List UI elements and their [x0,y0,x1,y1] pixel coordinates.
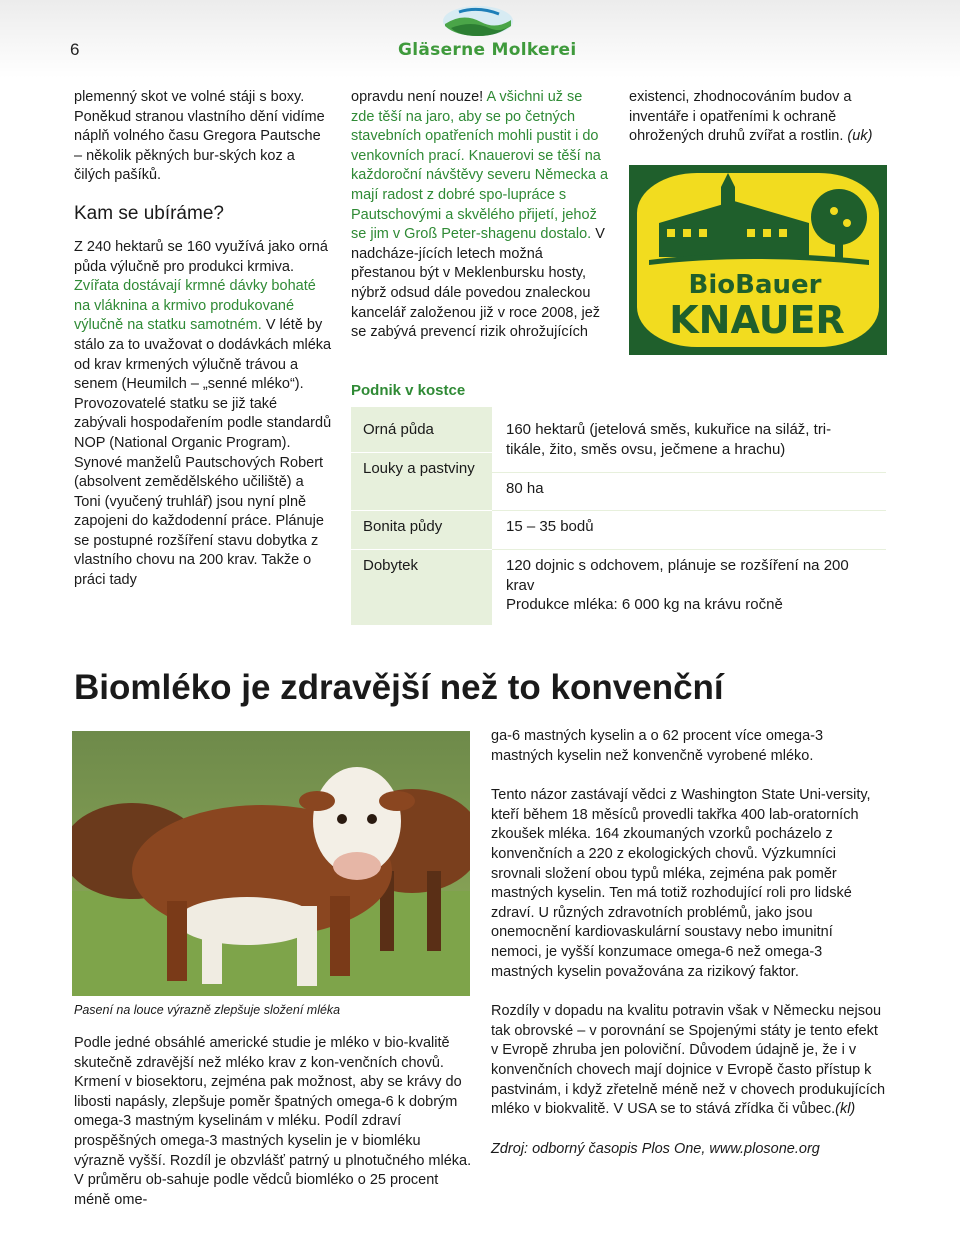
text-run: V létě by stálo za to uvažovat o dodávkách mléka od krav krmených výlučně trávou a senem (Heumilch – „senné mléko“). Provozovatelé statku se již také zabývali hospodařením podle standardů NOP (National Organic Program). Synové manželů Pautschových Robert (absolvent zemědělského učiliště) a Toni (vyučený truhlář) jsou nyní plně zapojeni do každodenní práce. Plánuje se postupné rozšíření stavu dobytka z vlastního chovu na 200 krav. Takže o práci tady [74,317,332,589]
logo-line2: KNAUER [669,298,845,342]
section-heading: Kam se ubíráme? [74,202,224,224]
biobauer-knauer-logo [629,165,887,355]
facts-label: Orná půda [363,421,434,438]
brand-logo-text: Gläserne Molkerei [398,40,577,60]
paragraph [351,88,609,343]
paragraph: ga-6 mastných kyselin a o 62 procent více omega-3 mastných kyselin než konvenčně vyrobené mléko. [491,728,824,764]
author-sign: (kl) [835,1101,856,1118]
text-run: opravdu není nouze! [351,89,484,105]
article-right-column [491,727,886,1159]
cows-photo [72,731,470,996]
facts-value: 160 hektarů (jetelová směs, kukuřice na siláž, tri-tikále, žito, směs ovsu, ječmene a hrachu) [506,421,832,458]
paragraph: Tento názor zastávají vědci z Washington State Uni-versity, kteří během 18 měsíců provedli takřka 400 lab-oratorních zkoušek mléka. 164 zkoumaných vzorků pocházelo z konvenčních a 220 z ekologických chovů. Výzkumníci srovnali složení obou typů mléka, zejména pak poměr mastných kyselin. Ten má totiž rozhodující roli pro lidské zdraví. U různých zdravotních problémů, jako jsou onemocnění kardiovaskulární soustavy nebo imunitní nemoci, je vyšší konzumace omega-6 než omega-3 mastných kyselin považována za rizikový faktor. [491,787,871,980]
facts-value: Produkce mléka: 6 000 kg na krávu ročně [506,596,783,613]
highlighted-text: A všichni už se zde těší na jaro, aby se po četných stavebních opatřeních mohli pustit i do venkovních prací. Knauerovi se těší na každoroční návštěvy severu Německa a mají radost z dobré spo-lupráce s Pautschovými a skvělého přijetí, jehož se jim v Groß Peter-shagenu dostalo. [351,89,609,243]
text-run: existenci, zhodnocováním budov a inventáře i opatřeními k ochraně ohrožených druhů zvířat a rostlin. [629,89,852,145]
paragraph [74,238,332,591]
highlighted-text: Zvířata dostávají krmné dávky bohaté na vláknina a krmivo produkované výlučně na statku samotném. [74,278,316,334]
text-run: Rozdíly v dopadu na kvalitu potravin však v Německu nejsou tak obrovské – v porovnání se Spojenými státy je tento efekt v Evropě zhruba jen poloviční. Důvodem údajně je, že i v konvenčních chovech mají dojnice v Evropě často přístup k pastvinám, i když zřetelně méně než v chovech produkujících mléko v biokvalitě. V USA se to stává zřídka či vůbec. [491,1003,886,1118]
article-headline: Biomléko je zdravější než to konvenční [74,668,724,707]
author-sign: (uk) [847,128,873,145]
page-number: 6 [70,40,80,59]
landscape-logo-icon [441,4,515,38]
facts-value: 120 dojnic s odchovem, plánuje se rozšíření na 200 krav [506,557,849,594]
facts-label: Bonita půdy [363,518,443,535]
facts-box [351,407,886,625]
facts-value: 80 ha [506,480,544,497]
paragraph: plemenný skot ve volné stáji s boxy. Poněkud stranou vlastního dění vidíme náplň volného času Gregora Pautsche – několik pěkných bur-ských koz a čilých pašíků. [74,89,325,184]
cows-grazing-image [72,731,470,996]
text-run: V nadcháze-jících letech možná přestanou být v Meklenbursku hosty, nýbrž odsud dále povedou znaleckou kancelář založenou již v roce 2008, jež se zabývá prevencí rizik ohrožujících [351,226,605,341]
divider [492,472,886,473]
facts-values [492,407,886,625]
paragraph [491,1002,886,1120]
paragraph [629,88,891,147]
divider [492,549,886,550]
column-left [74,88,332,591]
source-note: Zdroj: odborný časopis Plos One, www.plosone.org [491,1140,820,1157]
logo-line1: BioBauer [688,270,822,300]
facts-label: Louky a pastviny [363,460,475,477]
paragraph: Podle jedné obsáhlé americké studie je mléko v bio-kvalitě skutečně zdravější než mléko krav z kon-venčních chovů. Krmení v biosektoru, zejména pak možnost, aby se krávy do libosti napásly, zlepšuje poměr špatných omega-6 k dobrým omega-3 mastným kyselinám v mléku. Podíl zdraví prospěšných omega-3 mastných kyselin je v biomléku výrazně vyšší. Rozdíl je obzvlášť patrný u plnotučného mléka. V průměru ob-sahuje podle vědců biomléko o 25 procent méně ome- [74,1035,472,1208]
photo-caption: Pasení na louce výrazně zlepšuje složení mléka [74,1003,341,1017]
divider [492,510,886,511]
facts-box-title: Podnik v kostce [351,382,466,399]
brand-logo [398,4,577,66]
text-run: Z 240 hektarů se 160 využívá jako orná půda výlučně pro produkci krmiva. [74,238,328,275]
column-middle [351,88,609,343]
column-right [629,88,891,147]
article-left-column [74,1034,474,1210]
facts-value: 15 – 35 bodů [506,518,594,535]
farm-logo-icon [629,165,887,355]
facts-label: Dobytek [363,557,419,574]
